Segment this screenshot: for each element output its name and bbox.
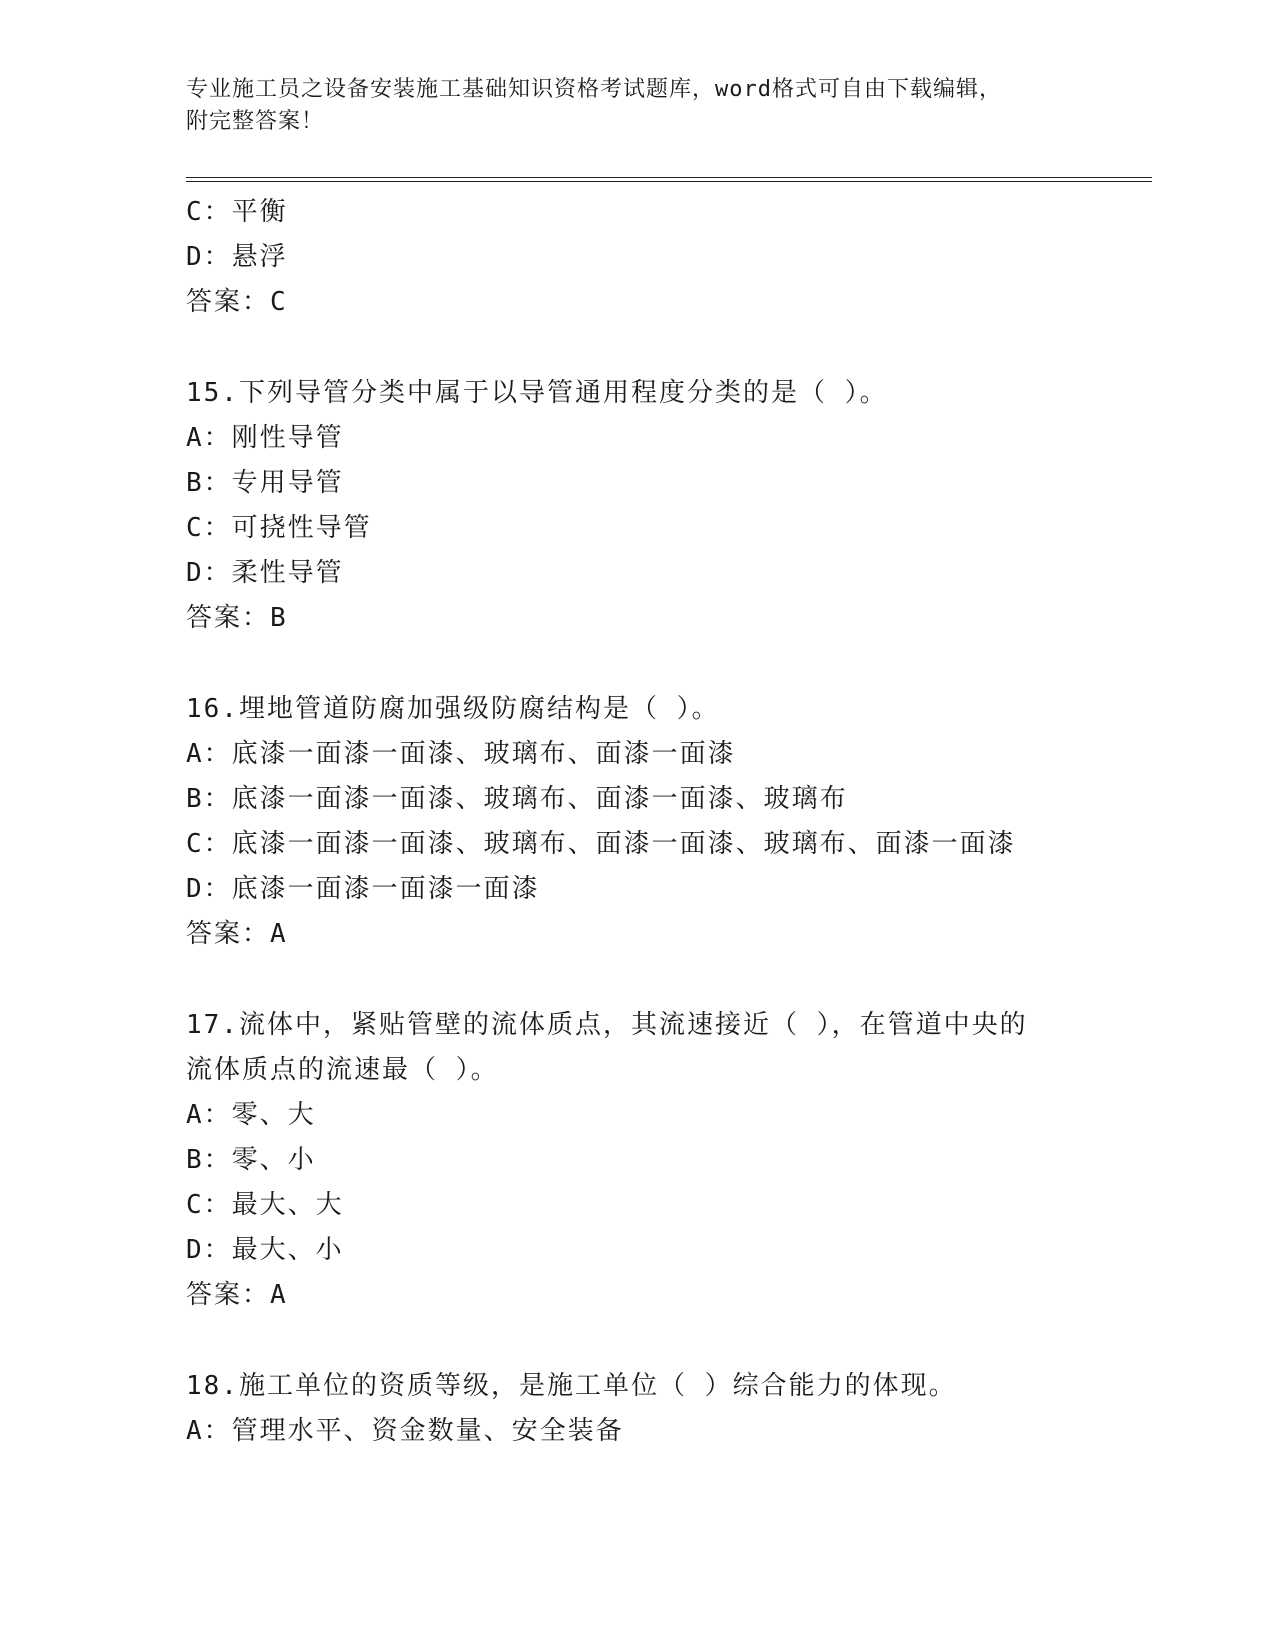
question-stem-line-2: 流体质点的流速最（ ）。 — [186, 1055, 499, 1085]
option-c: C：最大、大 — [186, 1190, 344, 1220]
option-d: D：柔性导管 — [186, 558, 344, 588]
spacer — [186, 641, 1152, 687]
header-divider-bottom — [186, 181, 1152, 182]
question-stem: 15.下列导管分类中属于以导管通用程度分类的是（ ）。 — [186, 378, 888, 408]
option-d: D：最大、小 — [186, 1235, 344, 1265]
spacer — [186, 1318, 1152, 1364]
answer-line: 答案：A — [186, 919, 288, 949]
option-c: C：可挠性导管 — [186, 513, 372, 543]
option-a: A：底漆一面漆一面漆、玻璃布、面漆一面漆 — [186, 739, 736, 769]
spacer — [186, 957, 1152, 1003]
option-d: D：悬浮 — [186, 242, 288, 272]
option-b: B：底漆一面漆一面漆、玻璃布、面漆一面漆、玻璃布 — [186, 784, 848, 814]
option-a: A：刚性导管 — [186, 423, 344, 453]
page-header — [186, 74, 1086, 138]
spacer — [186, 325, 1152, 371]
option-a: A：零、大 — [186, 1100, 316, 1130]
header-line-2: 附完整答案！ — [186, 109, 325, 134]
option-c: C：平衡 — [186, 197, 288, 227]
option-a: A：管理水平、资金数量、安全装备 — [186, 1416, 624, 1446]
answer-line: 答案：B — [186, 603, 288, 633]
question-stem: 18.施工单位的资质等级，是施工单位（ ）综合能力的体现。 — [186, 1371, 957, 1401]
answer-line: 答案：A — [186, 1280, 288, 1310]
answer-line: 答案：C — [186, 287, 288, 317]
document-page — [186, 0, 1152, 1650]
question-list — [186, 190, 1152, 1454]
header-line-1: 专业施工员之设备安装施工基础知识资格考试题库，word格式可自由下载编辑， — [186, 77, 1002, 102]
question-stem-line-1: 17.流体中，紧贴管壁的流体质点，其流速接近（ ），在管道中央的 — [186, 1010, 1028, 1040]
option-b: B：零、小 — [186, 1145, 316, 1175]
option-c: C：底漆一面漆一面漆、玻璃布、面漆一面漆、玻璃布、面漆一面漆 — [186, 829, 1016, 859]
option-b: B：专用导管 — [186, 468, 344, 498]
header-divider-top — [186, 177, 1152, 178]
question-stem: 16.埋地管道防腐加强级防腐结构是（ ）。 — [186, 694, 720, 724]
option-d: D：底漆一面漆一面漆一面漆 — [186, 874, 540, 904]
